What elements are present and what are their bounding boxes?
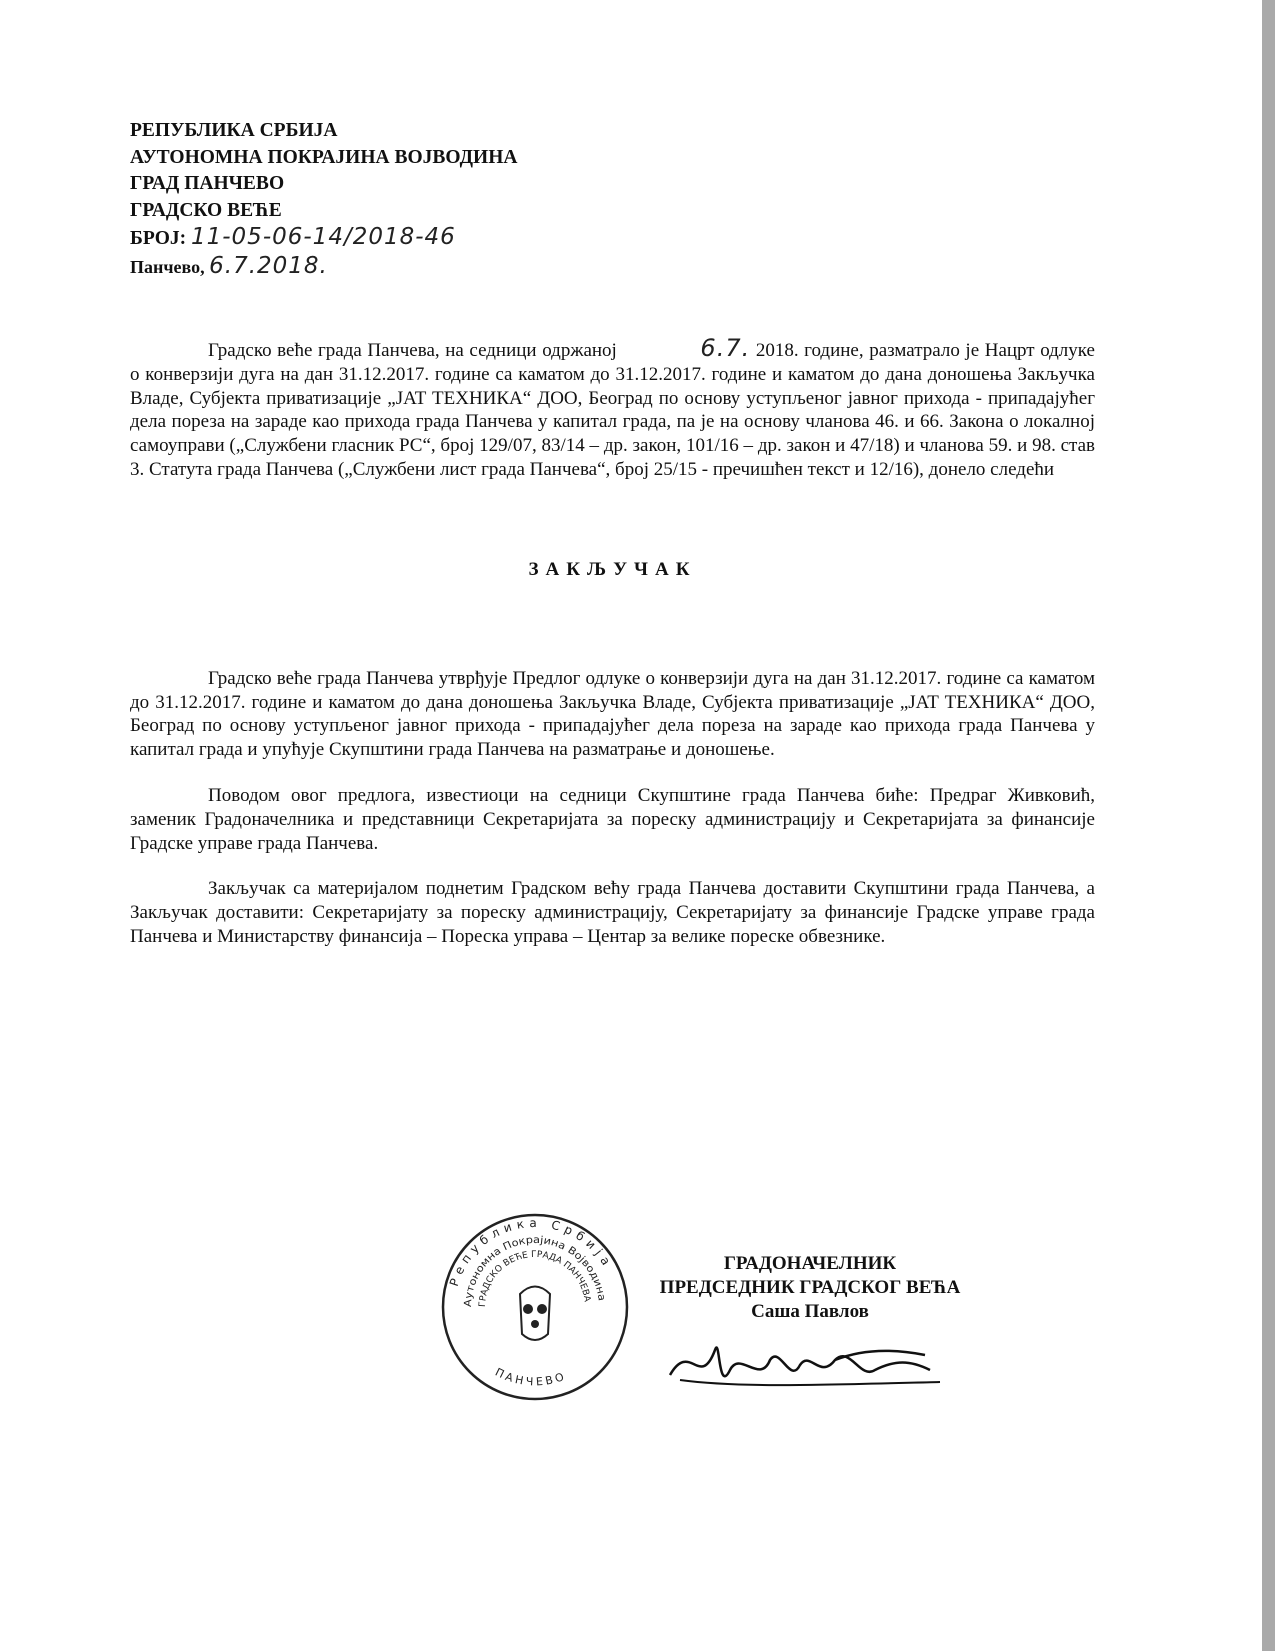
signature-title-president: ПРЕДСЕДНИК ГРАДСКОГ ВЕЋА [659, 1277, 961, 1298]
header-place-date: Панчево, 6.7.2018. [130, 252, 328, 279]
stamp-middle-text: Аутономна Покрајина Војводина [462, 1234, 607, 1308]
handwritten-number: 11-05-06-14/2018-46 [190, 224, 456, 250]
document-title: ЗАКЉУЧАК [528, 558, 697, 580]
header-country: РЕПУБЛИКА СРБИЈА [130, 120, 338, 141]
body-paragraph-3: Закључак са материјалом поднетим Градском већу града Панчева доставити Скупштини града Панчева, а Закључак доставити: Секретаријату за пореску администрацију, Секретаријату за финансије Градске управе града Панчева и Министарству финансија – Пореска управа – Центар за велике пореске обвезнике. [130, 878, 1095, 947]
document-body [130, 334, 1095, 971]
stamp-bottom-text: ПАНЧЕВО [493, 1365, 569, 1389]
handwritten-session-date: 6.7. [700, 334, 751, 362]
signature-name: Саша Павлов [751, 1301, 869, 1322]
signature-title-mayor: ГРАДОНАЧЕЛНИК [723, 1253, 897, 1274]
official-stamp [440, 1212, 630, 1402]
coat-of-arms-icon [520, 1287, 550, 1341]
body-paragraph-1: Градско веће града Панчева утврђује Предлог одлуке о конверзији дуга на дан 31.12.2017. године са каматом до 31.12.2017. године и каматом до дана доношења Закључка Владе, Субјекта приватизације „JAT ТЕХНИКА“ ДОО, Београд по основу уступљеног јавног прихода - припадајућег дела пореза на зараде као прихода града Панчева у капитал града и упућује Скупштини града Панчева на разматрање и доношење. [130, 667, 1095, 761]
header-city: ГРАД ПАНЧЕВО [130, 173, 285, 194]
intro-paragraph: Градско веће града Панчева, на седници одржаној 6.7. 2018. године, разматрало је Нацрт одлуке о конверзији дуга на дан 31.12.2017. године са каматом до 31.12.2017. године и каматом до дана доношења Закључка Владе, Субјекта приватизације „JAT ТЕХНИКА“ ДОО, Београд по основу уступљеног јавног прихода - припадајућег дела пореза на зараде као прихода града Панчева у капитал града, па је на основу чланова 46. и 66. Закона о локалној самоуправи („Службени гласник РС“, број 129/07, 83/14 – др. закон, 101/16 – др. закон и 47/18) и чланова 59. и 98. став 3. Статута града Панчева („Службени лист града Панчева“, број 25/15 - пречишћен текст и 12/16), донело следећи [130, 334, 1095, 480]
svg-text:ПАНЧЕВО [493, 1366, 568, 1389]
body-paragraph-2: Поводом овог предлога, известиоци на седници Скупштине града Панчева биће: Предраг Живковић, заменик Градоначелника и представници Секретаријата за пореску администрацију и Секретаријата за финансије Градске управе града Панчева. [130, 784, 1095, 854]
stamp-inner-text: ГРАДСКО ВЕЋЕ ГРАДА ПАНЧЕВА [477, 1249, 592, 1308]
header-number: БРОЈ: 11-05-06-14/2018-46 [130, 224, 456, 250]
stamp-outer-text: Република Србија [446, 1215, 616, 1289]
scan-edge [1262, 0, 1275, 1651]
header-province: АУТОНОМНА ПОКРАЈИНА ВОЈВОДИНА [130, 146, 518, 168]
signature-block [640, 1252, 980, 1324]
handwritten-signature [660, 1330, 960, 1400]
handwritten-date: 6.7.2018. [209, 252, 328, 279]
document-header [130, 118, 517, 280]
header-council: ГРАДСКО ВЕЋЕ [130, 199, 282, 221]
